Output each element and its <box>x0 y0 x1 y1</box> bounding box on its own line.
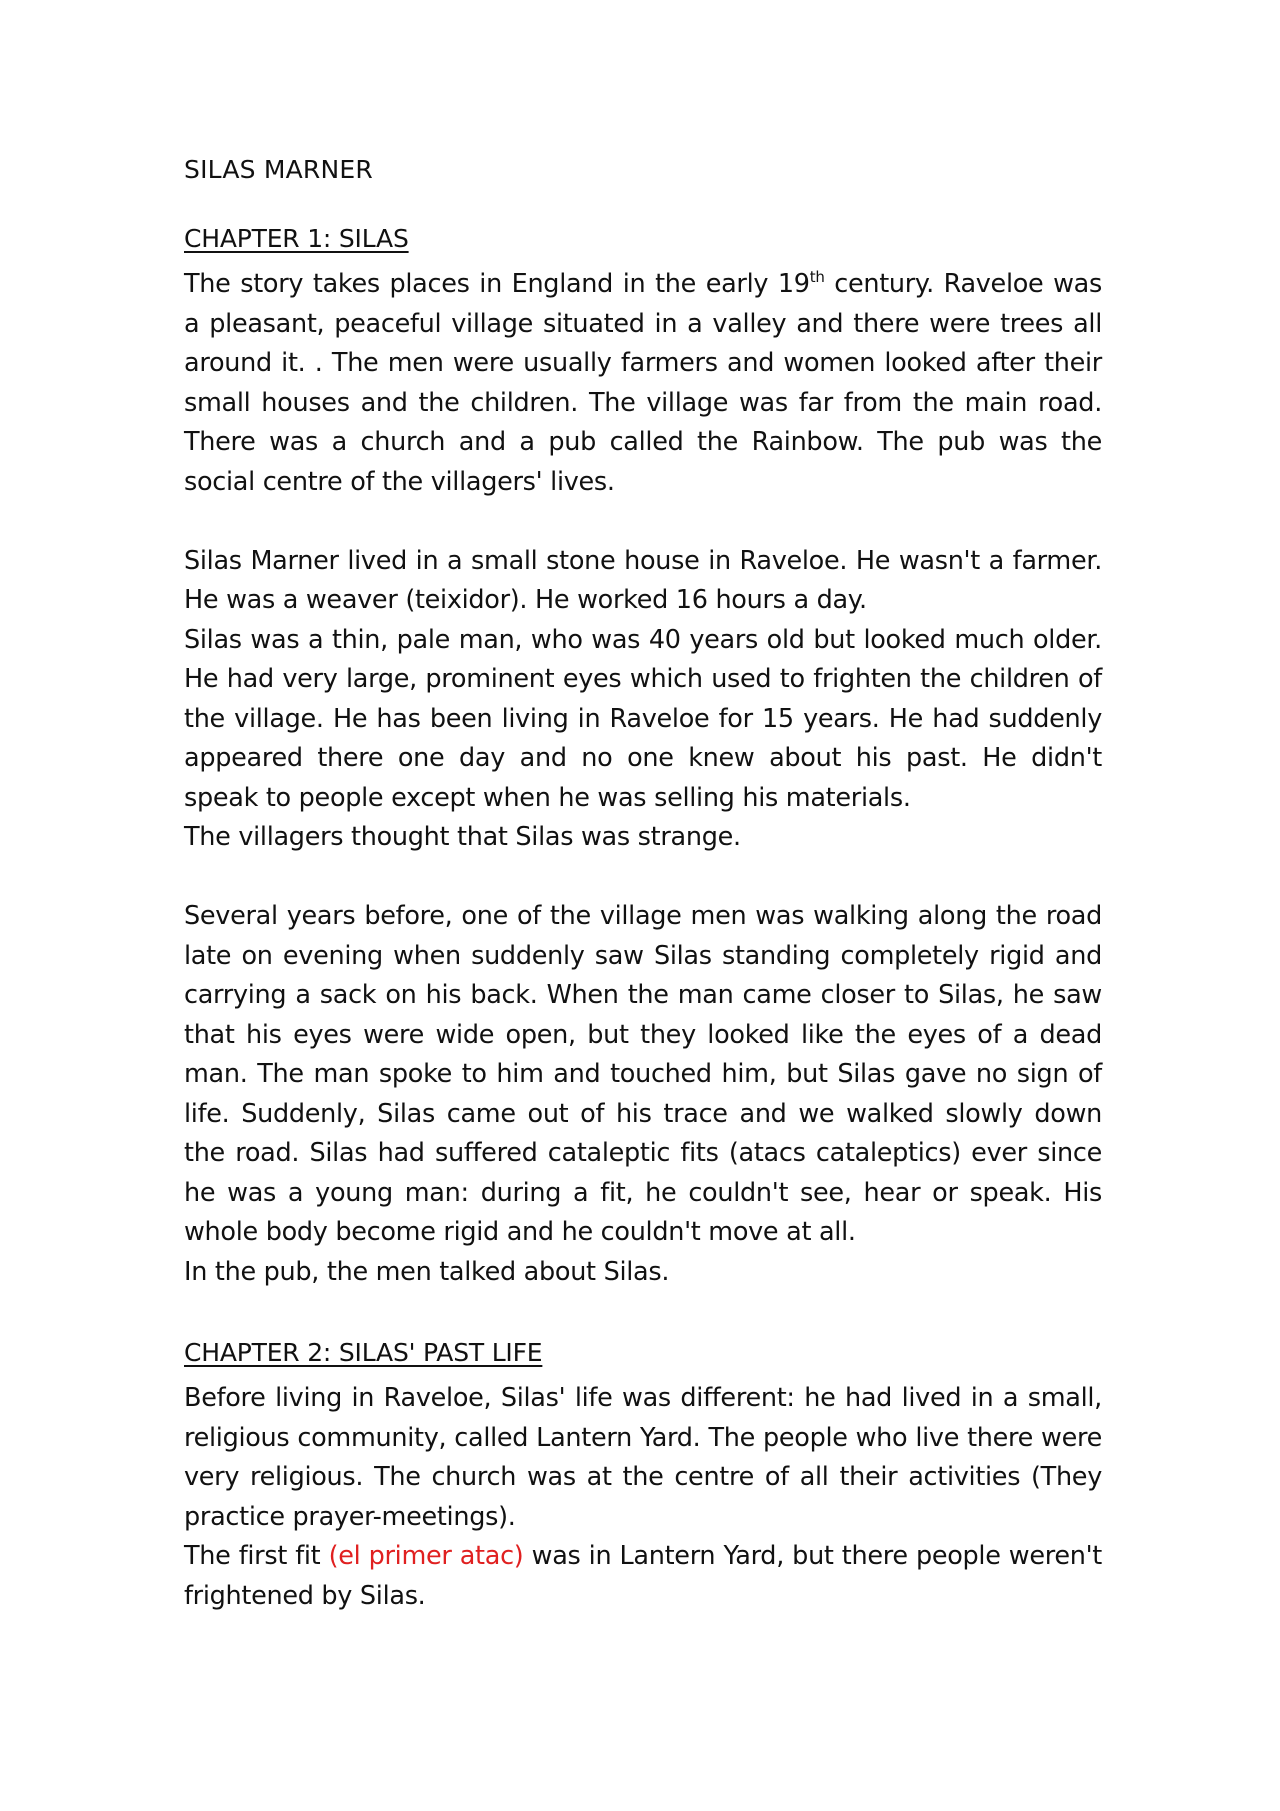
chapter-1-paragraph-5: Several years before, one of the village men was walking along the road late on evening when suddenly saw Silas standing completely rigid and carrying a sack on his back. When the man came closer to Silas, he saw that his eyes were wide open, but they looked like the eyes of a dead man. The man spoke to him and touched him, but Silas gave no sign of life. Suddenly, Silas came out of his trace and we walked slowly down the road. Silas had suffered cataleptic fits (atacs cataleptics) ever since he was a young man: during a fit, he couldn't see, hear or speak. His whole body become rigid and he couldn't move at all. <box>184 901 1102 1247</box>
chapter-2-heading: CHAPTER 2: SILAS' PAST LIFE <box>184 1338 543 1367</box>
chapter-1-paragraph-6: In the pub, the men talked about Silas. <box>184 1256 670 1287</box>
chapter-1-p1-text-end: century. Raveloe was a pleasant, peaceful village situated in a valley and there were trees all around it. . The men were usually farmers and women looked after their small houses and the children. The village was far from the main road. There was a church and a pub called the Rainbow. The pub was the social centre of the villagers' lives. <box>184 269 1102 497</box>
chapter-2-paragraph-1: Before living in Raveloe, Silas' life was different: he had lived in a small, religious community, called Lantern Yard. The people who live there were very religious. The church was at the centre of all their activities (They practice prayer-meetings). <box>184 1383 1102 1532</box>
chapter-1-paragraph-4: The villagers thought that Silas was strange. <box>184 822 741 852</box>
chapter-2-p2-text-start: The first fit <box>184 1541 329 1571</box>
document-title: SILAS MARNER <box>184 155 373 184</box>
chapter-1-p1-text-start: The story takes places in England in the early 19 <box>184 269 810 299</box>
paragraph-spacer <box>184 858 1102 898</box>
chapter-1-paragraph-3: Silas was a thin, pale man, who was 40 years old but looked much older. He had very large, prominent eyes which used to frighten the children of the village. He has been living in Raveloe for 15 years. He had suddenly appeared there one day and no one knew about his past. He didn't speak to people except when he was selling his materials. <box>184 624 1102 813</box>
chapter-1-paragraph-1 <box>184 265 1102 502</box>
chapter-2-p2-text-end: was in Lantern Yard, but there people weren't frightened by Silas. <box>184 1541 1102 1611</box>
ordinal-superscript: th <box>809 268 825 286</box>
chapter-1-paragraph-2: Silas Marner lived in a small stone house in Raveloe. He wasn't a farmer. He was a weaver (teixidor). He worked 16 hours a day. <box>184 545 1102 615</box>
catalan-translation-note: (el primer atac) <box>328 1541 524 1571</box>
section-spacer <box>184 1292 1102 1333</box>
chapter-1-heading: CHAPTER 1: SILAS <box>184 224 409 253</box>
document-page <box>184 150 1102 1616</box>
paragraph-spacer <box>184 502 1102 542</box>
chapter-2-paragraph-2 <box>184 1537 1102 1616</box>
